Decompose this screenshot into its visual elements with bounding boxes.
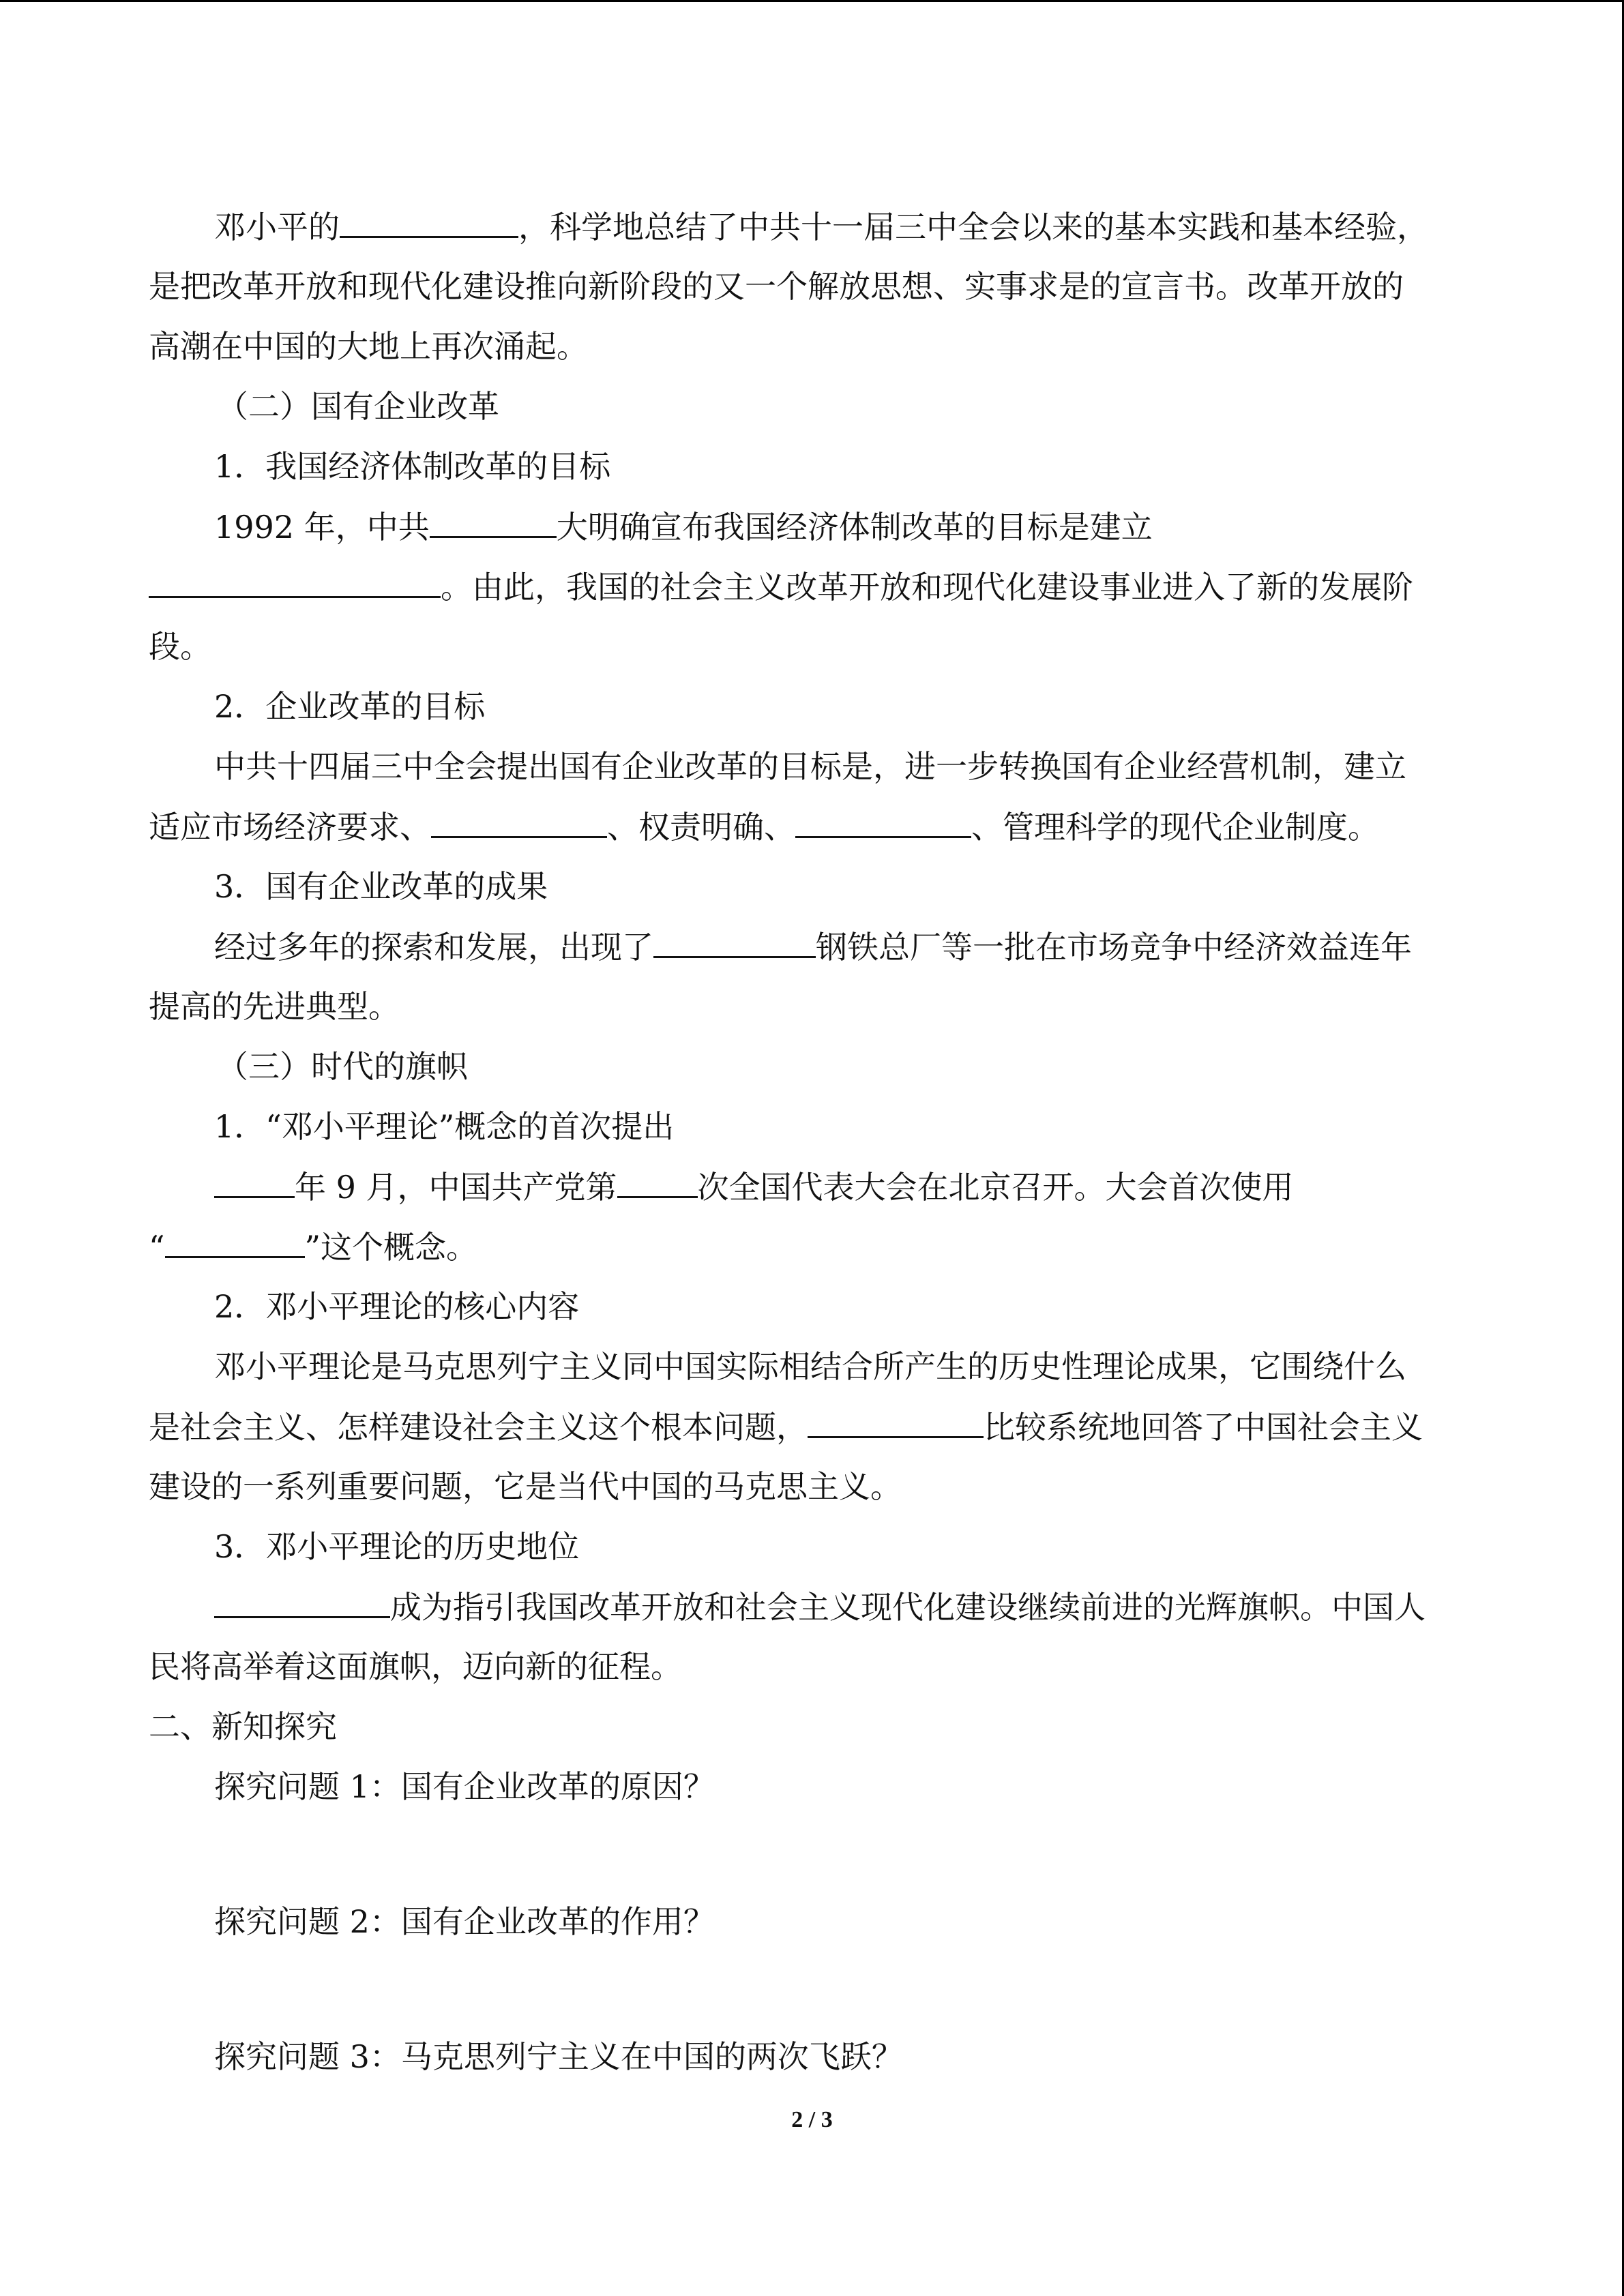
fill-in-blank[interactable] xyxy=(653,916,816,958)
paragraph-line: 。由此，我国的社会主义改革开放和现代化建设事业进入了新的发展阶 xyxy=(149,556,1475,616)
fill-in-blank[interactable] xyxy=(214,1577,390,1618)
paragraph-line: 是社会主义、怎样建设社会主义这个根本问题， 比较系统地回答了中国社会主义 xyxy=(149,1397,1475,1457)
paragraph-line: 成为指引我国改革开放和社会主义现代化建设继续前进的光辉旗帜。中国人 xyxy=(149,1577,1475,1637)
inquiry-question: 探究问题 1：国有企业改革的原因？ xyxy=(214,1768,715,1805)
paragraph-line: 邓小平理论是马克思列宁主义同中国实际相结合所产生的历史性理论成果，它围绕什么 xyxy=(214,1348,1406,1385)
paragraph-line: 适应市场经济要求、 、权责明确、 、管理科学的现代企业制度。 xyxy=(149,796,1475,856)
paragraph-line: 高潮在中国的大地上再次涌起。 xyxy=(149,328,588,365)
paragraph-line: “ ”这个概念。 xyxy=(149,1217,1475,1277)
fill-in-blank[interactable] xyxy=(617,1157,698,1198)
document-body xyxy=(149,196,1475,2087)
inquiry-question: 探究问题 2：国有企业改革的作用？ xyxy=(214,1903,715,1940)
subsection-heading: 3．邓小平理论的历史地位 xyxy=(214,1528,580,1565)
fill-in-blank[interactable] xyxy=(340,196,518,238)
section-heading: （二）国有企业改革 xyxy=(217,388,499,425)
paragraph-line: 提高的先进典型。 xyxy=(149,988,400,1025)
subsection-heading: 3．国有企业改革的成果 xyxy=(214,868,548,905)
fill-in-blank[interactable] xyxy=(795,796,971,838)
paragraph-line: 段。 xyxy=(149,628,211,665)
paragraph-line: 建设的一系列重要问题，它是当代中国的马克思主义。 xyxy=(149,1468,902,1505)
inquiry-question: 探究问题 3：马克思列宁主义在中国的两次飞跃？ xyxy=(214,2038,903,2075)
page-number: 2 / 3 xyxy=(791,2107,833,2132)
paragraph-line: 经过多年的探索和发展，出现了 钢铁总厂等一批在市场竞争中经济效益连年 xyxy=(149,916,1475,976)
answer-space[interactable] xyxy=(149,1952,1475,2027)
paragraph-line: 是把改革开放和现代化建设推向新阶段的又一个解放思想、实事求是的宣言书。改革开放的 xyxy=(149,268,1404,305)
answer-space[interactable] xyxy=(149,1817,1475,1892)
fill-in-blank[interactable] xyxy=(808,1397,984,1438)
subsection-heading: 2．企业改革的目标 xyxy=(214,688,486,725)
fill-in-blank[interactable] xyxy=(430,496,557,538)
paragraph-line: 民将高举着这面旗帜，迈向新的征程。 xyxy=(149,1648,682,1685)
subsection-heading: 2．邓小平理论的核心内容 xyxy=(214,1288,580,1325)
paragraph-line: 年 9 月，中国共产党第 次全国代表大会在北京召开。大会首次使用 xyxy=(149,1157,1475,1217)
fill-in-blank[interactable] xyxy=(165,1217,305,1258)
fill-in-blank[interactable] xyxy=(149,556,441,598)
paragraph-line: 邓小平的 ，科学地总结了中共十一届三中全会以来的基本实践和基本经验， xyxy=(149,196,1475,256)
page-border-top xyxy=(0,0,1624,2)
paragraph-line: 1992 年，中共 大明确宣布我国经济体制改革的目标是建立 xyxy=(149,496,1475,556)
section-heading: （三）时代的旗帜 xyxy=(217,1048,468,1085)
fill-in-blank[interactable] xyxy=(214,1157,295,1198)
subsection-heading: 1．“邓小平理论”概念的首次提出 xyxy=(214,1108,675,1145)
subsection-heading: 1．我国经济体制改革的目标 xyxy=(214,448,611,485)
paragraph-line: 中共十四届三中全会提出国有企业改革的目标是，进一步转换国有企业经营机制，建立 xyxy=(214,748,1406,785)
fill-in-blank[interactable] xyxy=(431,796,607,838)
part-heading: 二、新知探究 xyxy=(149,1708,337,1745)
